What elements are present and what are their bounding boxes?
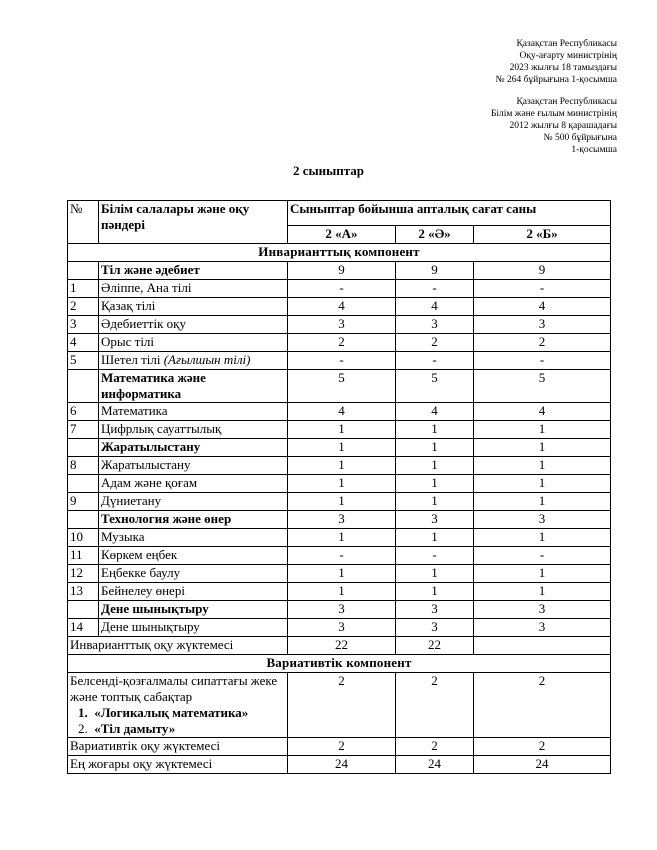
subject-name: [99, 583, 288, 601]
value-cell: 22: [396, 637, 474, 655]
value-cell: -: [396, 547, 474, 565]
subject-name: [99, 511, 288, 529]
header-line: Білім және ғылым министрінің: [490, 109, 617, 119]
value-cell: 4: [396, 403, 474, 421]
value-cell: 22: [288, 637, 396, 655]
header-line: Қазақстан Республикасы: [516, 39, 617, 49]
value-cell: 2: [396, 673, 474, 738]
page-title: 2 сыныптар: [292, 163, 365, 178]
subject-name: [99, 601, 288, 619]
subject-name: [99, 493, 288, 511]
value-cell: 3: [288, 316, 396, 334]
variative-lessons-label: Белсенді-қозғалмалы сипаттағы жеке және топтық сабақтар: [70, 673, 278, 704]
value-cell: 2: [474, 738, 611, 756]
curriculum-table: [67, 200, 611, 774]
value-cell: 1: [288, 565, 396, 583]
value-cell: 3: [474, 601, 611, 619]
row-number: 3: [68, 316, 99, 334]
subject-name-text: Бейнелеу өнері: [101, 583, 185, 598]
value-cell: 24: [288, 756, 396, 774]
table-row: [68, 298, 611, 316]
order-header: [417, 38, 617, 156]
value-cell: 2: [396, 334, 474, 352]
subject-name-text: Дене шынықтыру: [101, 601, 209, 616]
value-cell: 1: [396, 583, 474, 601]
row-number: 5: [68, 352, 99, 370]
value-cell: 1: [474, 583, 611, 601]
table-row: [68, 756, 611, 774]
subject-name-text: Жаратылыстану: [101, 439, 201, 454]
value-cell: 3: [474, 316, 611, 334]
value-cell: 1: [396, 421, 474, 439]
subject-name-text: Дене шынықтыру: [101, 619, 200, 634]
header-line: 2023 жылғы 18 тамыздағы: [509, 63, 617, 73]
value-cell: 2: [396, 738, 474, 756]
value-cell: 2: [288, 334, 396, 352]
value-cell: 5: [474, 370, 611, 403]
subject-name: [99, 565, 288, 583]
value-cell: 1: [396, 565, 474, 583]
value-cell: 1: [474, 421, 611, 439]
row-number: 1: [68, 280, 99, 298]
row-number: 14: [68, 619, 99, 637]
max-load-label: Ең жоғары оқу жүктемесі: [68, 756, 288, 774]
header-line: № 264 бұйрығына 1-қосымша: [495, 75, 617, 85]
table-row: [68, 583, 611, 601]
header-line: Қазақстан Республикасы: [516, 97, 617, 107]
value-cell: 3: [288, 511, 396, 529]
table-row: [68, 352, 611, 370]
row-number: 12: [68, 565, 99, 583]
table-header-row: [68, 201, 611, 226]
value-cell: 1: [288, 421, 396, 439]
value-cell: 3: [396, 511, 474, 529]
value-cell: 4: [474, 403, 611, 421]
col-header-subject: Білім салалары және оқу пәндері: [99, 201, 288, 244]
row-number: 2: [68, 298, 99, 316]
value-cell: 1: [288, 493, 396, 511]
subject-name: [99, 439, 288, 457]
table-row: [68, 565, 611, 583]
col-header-num: №: [68, 201, 99, 244]
value-cell: -: [288, 280, 396, 298]
row-number: 6: [68, 403, 99, 421]
header-line: 2012 жылғы 8 қарашадағы: [509, 121, 617, 131]
subject-name: [99, 262, 288, 280]
table-row: [68, 547, 611, 565]
table-row: [68, 738, 611, 756]
subject-name-text: Цифрлық сауаттылық: [101, 421, 222, 436]
subject-name-text: Орыс тілі: [101, 334, 155, 349]
subject-name-text: Технология және өнер: [101, 511, 232, 526]
value-cell: 4: [288, 403, 396, 421]
value-cell: 4: [396, 298, 474, 316]
table-row: [68, 475, 611, 493]
subject-name-text: Еңбекке баулу: [101, 565, 181, 580]
row-number: 9: [68, 493, 99, 511]
subject-name-note: (Ағылшын тілі): [163, 352, 251, 367]
subject-name: [99, 403, 288, 421]
table-row: [68, 403, 611, 421]
subject-name: [99, 619, 288, 637]
value-cell: 5: [396, 370, 474, 403]
section-row: [68, 655, 611, 673]
row-number: 4: [68, 334, 99, 352]
value-cell: 1: [474, 493, 611, 511]
variative-load-label: Вариативтік оқу жүктемесі: [68, 738, 288, 756]
header-line: 1-қосымша: [571, 145, 617, 155]
header-line: № 500 бұйрығына: [543, 133, 617, 143]
value-cell: 5: [288, 370, 396, 403]
list-item: [70, 705, 285, 721]
subject-name: [99, 334, 288, 352]
invariant-load-label: Инварианттық оқу жүктемесі: [68, 637, 288, 655]
header-line: Оқу-ағарту министрінің: [519, 51, 617, 61]
subject-name: [99, 316, 288, 334]
value-cell: 3: [396, 601, 474, 619]
value-cell: 24: [396, 756, 474, 774]
value-cell: -: [474, 280, 611, 298]
value-cell: -: [474, 547, 611, 565]
value-cell: 1: [474, 565, 611, 583]
value-cell: 1: [396, 475, 474, 493]
value-cell: 1: [288, 439, 396, 457]
value-cell: 3: [288, 619, 396, 637]
row-number: 13: [68, 583, 99, 601]
value-cell: 9: [474, 262, 611, 280]
value-cell: 9: [288, 262, 396, 280]
row-number: [68, 475, 99, 493]
value-cell: 2: [474, 334, 611, 352]
value-cell: 9: [396, 262, 474, 280]
subject-name: [99, 298, 288, 316]
subject-name-text: Көркем еңбек: [101, 547, 178, 562]
value-cell: -: [288, 547, 396, 565]
value-cell: -: [474, 352, 611, 370]
class-header: 2 «А»: [288, 226, 396, 244]
value-cell: 1: [288, 457, 396, 475]
value-cell: 1: [396, 493, 474, 511]
table-row: [68, 370, 611, 403]
table-row: [68, 457, 611, 475]
table-row: [68, 511, 611, 529]
value-cell: 1: [396, 439, 474, 457]
subject-name-text: Адам және қоғам: [101, 475, 198, 490]
subject-name-text: Математика және информатика: [101, 370, 206, 401]
table-row: [68, 262, 611, 280]
value-cell: 1: [288, 529, 396, 547]
value-cell: -: [396, 352, 474, 370]
value-cell: 3: [396, 619, 474, 637]
value-cell: 1: [474, 457, 611, 475]
subject-name-text: Жаратылыстану: [101, 457, 191, 472]
subject-name: [99, 547, 288, 565]
value-cell: 4: [474, 298, 611, 316]
row-number: [68, 439, 99, 457]
section-title-variative: Вариативтік компонент: [68, 655, 611, 673]
list-marker: 1.: [78, 705, 88, 720]
table-row: [68, 316, 611, 334]
row-number: [68, 370, 99, 403]
table-row: [68, 529, 611, 547]
variative-lessons-cell: [68, 673, 288, 738]
subject-name: [99, 352, 288, 370]
subject-name: [99, 421, 288, 439]
subject-name-text: Шетел тілі: [101, 352, 161, 367]
value-cell: [474, 637, 611, 655]
row-number: [68, 601, 99, 619]
list-item-text: «Тіл дамыту»: [94, 721, 176, 736]
subject-name-text: Музыка: [101, 529, 145, 544]
subject-name-text: Әдебиеттік оқу: [101, 316, 186, 331]
row-number: [68, 262, 99, 280]
subject-name: [99, 529, 288, 547]
value-cell: 3: [396, 316, 474, 334]
table-row: [68, 637, 611, 655]
row-number: 8: [68, 457, 99, 475]
list-item: [70, 721, 285, 737]
subject-name: [99, 457, 288, 475]
row-number: 7: [68, 421, 99, 439]
value-cell: 3: [474, 619, 611, 637]
value-cell: 2: [474, 673, 611, 738]
value-cell: 1: [474, 475, 611, 493]
subject-name-text: Тіл және әдебиет: [101, 262, 200, 277]
value-cell: 2: [288, 673, 396, 738]
value-cell: 3: [288, 601, 396, 619]
subject-name: [99, 475, 288, 493]
class-header: 2 «Ә»: [396, 226, 474, 244]
table-row: [68, 334, 611, 352]
value-cell: -: [288, 352, 396, 370]
value-cell: 1: [288, 583, 396, 601]
table-row: [68, 493, 611, 511]
value-cell: 1: [288, 475, 396, 493]
table-row: [68, 421, 611, 439]
table-row: [68, 619, 611, 637]
value-cell: 3: [474, 511, 611, 529]
table-row: [68, 601, 611, 619]
subject-name-text: Математика: [101, 403, 168, 418]
value-cell: 2: [288, 738, 396, 756]
value-cell: 1: [396, 529, 474, 547]
table-row: [68, 673, 611, 738]
variative-list: [70, 705, 285, 737]
row-number: 11: [68, 547, 99, 565]
table-row: [68, 280, 611, 298]
class-header: 2 «Б»: [474, 226, 611, 244]
value-cell: 1: [474, 529, 611, 547]
row-number: [68, 511, 99, 529]
section-row: [68, 244, 611, 262]
list-item-text: «Логикалық математика»: [94, 705, 249, 720]
list-marker: 2.: [78, 721, 88, 736]
value-cell: 24: [474, 756, 611, 774]
table-row: [68, 439, 611, 457]
value-cell: 1: [396, 457, 474, 475]
subject-rows: [68, 262, 611, 637]
col-header-hours: Сыныптар бойынша апталық сағат саны: [288, 201, 611, 226]
value-cell: 1: [474, 439, 611, 457]
subject-name-text: Әліппе, Ана тілі: [101, 280, 192, 295]
subject-name: [99, 280, 288, 298]
value-cell: -: [396, 280, 474, 298]
subject-name: [99, 370, 288, 403]
value-cell: 4: [288, 298, 396, 316]
section-title-invariant: Инварианттық компонент: [68, 244, 611, 262]
subject-name-text: Дүниетану: [101, 493, 162, 508]
subject-name-text: Қазақ тілі: [101, 298, 156, 313]
row-number: 10: [68, 529, 99, 547]
